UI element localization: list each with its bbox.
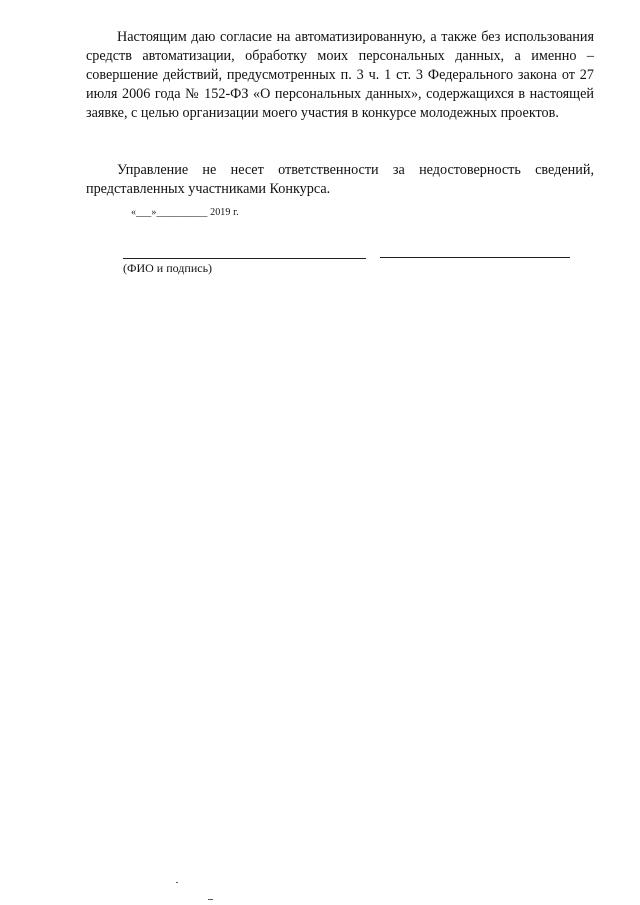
scan-artifact: [208, 899, 213, 900]
scan-artifact: [176, 882, 178, 883]
liability-paragraph-text: Управление не несет ответственности за недостоверность сведений, представленных участниками Конкурса.: [86, 162, 594, 197]
date-field: «___»__________ 2019 г.: [131, 207, 239, 218]
signature-caption: (ФИО и подпись): [123, 261, 213, 275]
consent-paragraph-text: Настоящим даю согласие на автоматизированную, а также без использования средств автоматизации, обработку моих персональных данных, а именно – совершение действий, предусмотренных п. 3 ч. 1 ст. 3 Федерального закона от 27 июля 2006 года № 152-ФЗ «О персональных данных», содержащихся в настоящей заявке, с целью организации моего участия в конкурсе молодежных проектов.: [86, 29, 594, 121]
signature-line: [380, 257, 570, 258]
consent-paragraph: [86, 28, 594, 123]
liability-paragraph: [86, 161, 594, 199]
name-signature-line: [123, 258, 366, 259]
